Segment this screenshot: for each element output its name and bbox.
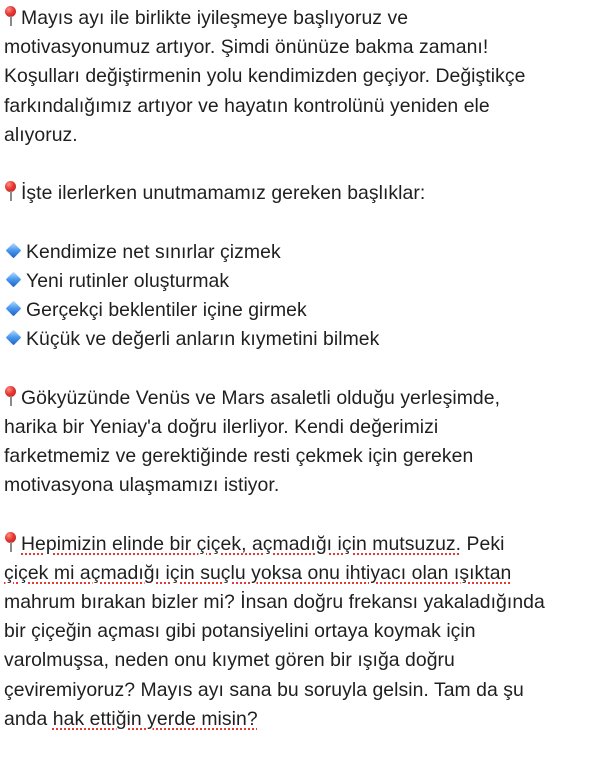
list-item: Yeni rutinler oluşturmak <box>4 267 594 296</box>
paragraph-headings-intro <box>4 179 594 208</box>
text-line: Mayıs ayı ile birlikte iyileşmeye başlıyoruz ve <box>4 4 594 33</box>
text-line: varolmuşsa, neden onu kıymet gören bir ışığa doğru <box>4 649 455 672</box>
text-line: farkındalığımız artıyor ve hayatın kontrolünü yeniden ele <box>4 94 490 117</box>
list-item: Kendimize net sınırlar çizmek <box>4 238 594 267</box>
text-line: çeviremiyoruz? Mayıs ayı sana bu soruyla gelsin. Tam da şu <box>4 678 524 701</box>
round-pushpin-icon <box>4 5 19 27</box>
small-blue-diamond-icon <box>4 241 24 261</box>
text-line: alıyoruz. <box>4 123 78 146</box>
text-line: İşte ilerlerken unutmamamız gereken başlıklar: <box>4 179 594 208</box>
text-line: anda hak ettiğin yerde misin? <box>4 707 258 730</box>
spellcheck-underlined-text[interactable]: hak ettiğin yerde misin? <box>52 707 258 730</box>
list-item: Küçük ve değerli anların kıymetini bilmek <box>4 325 594 354</box>
round-pushpin-icon <box>4 180 19 202</box>
spellcheck-underlined-text[interactable]: Hepimizin elinde bir çiçek, açmadığı için mutsuzuz. <box>21 532 462 555</box>
small-blue-diamond-icon <box>4 299 24 319</box>
text-line <box>4 559 594 588</box>
paragraph-flower <box>4 530 594 734</box>
list-item: Gerçekçi beklentiler içine girmek <box>4 296 594 325</box>
text-line: harika bir Yeniay'a doğru ilerliyor. Kendi değerimizi <box>4 415 439 438</box>
small-blue-diamond-icon <box>4 270 24 290</box>
text-line: Gökyüzünde Venüs ve Mars asaletli olduğu yerleşimde, <box>4 384 594 413</box>
bullet-list <box>4 238 594 355</box>
text-line: bir çiçeğin açması gibi potansiyelini ortaya koymak için <box>4 620 476 643</box>
round-pushpin-icon <box>4 531 19 553</box>
text-line: farketmemiz ve gerektiğinde resti çekmek için gereken <box>4 445 474 467</box>
text-line: mahrum bırakan bizler mi? İnsan doğru frekansı yakaladığında <box>4 591 545 613</box>
spellcheck-underlined-text[interactable]: çiçek mi açmadığı için suçlu yoksa onu ihtiyacı olan ışıktan <box>4 561 512 584</box>
text-line: motivasyonumuz artıyor. Şimdi önünüze bakma zamanı! <box>4 36 489 59</box>
round-pushpin-icon <box>4 385 19 407</box>
text-line: Hepimizin elinde bir çiçek, açmadığı için mutsuzuz. Peki <box>4 530 594 559</box>
paragraph-venus-mars <box>4 384 594 501</box>
text-line: motivasyona ulaşmamızı istiyor. <box>4 474 280 497</box>
text-line: Koşulları değiştirmenin yolu kendimizden geçiyor. Değiştikçe <box>4 65 526 88</box>
message-text <box>4 4 594 763</box>
small-blue-diamond-icon <box>4 328 24 348</box>
paragraph-intro <box>4 4 594 150</box>
